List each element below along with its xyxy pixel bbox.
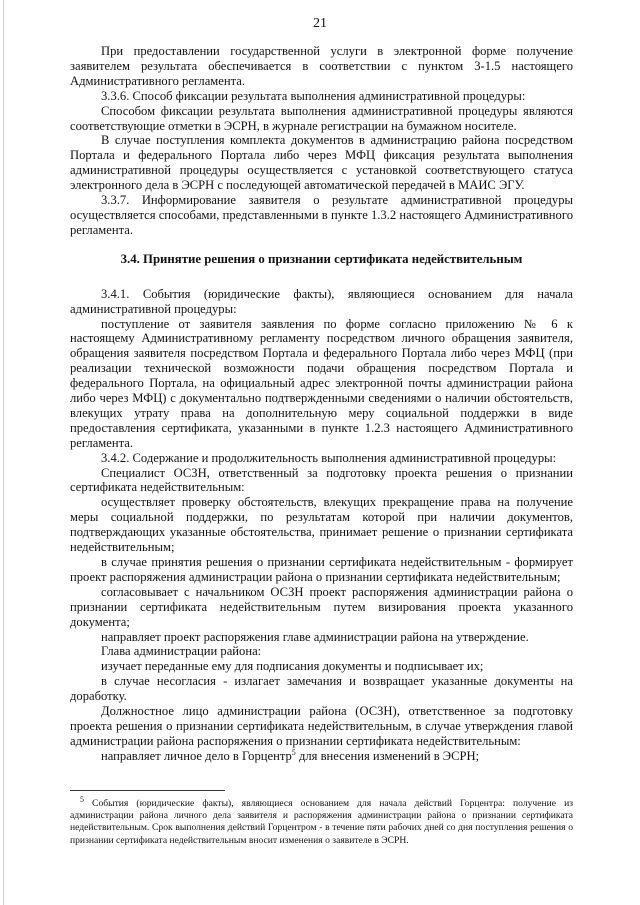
footnote: [70, 794, 573, 847]
scan-edge-line: [3, 0, 4, 905]
footnote-separator: [70, 790, 225, 791]
paragraph: 3.4.2. Содержание и продолжительность выполнения административной процедуры:: [101, 450, 557, 465]
footnote-reference: 5: [291, 747, 296, 757]
paragraph: Специалист ОСЗН, ответственный за подготовку проекта решения о признании сертификата недействительным:: [70, 465, 573, 495]
paragraph: изучает переданные ему для подписания документы и подписывает их;: [101, 659, 484, 674]
paragraph: Способом фиксации результата выполнения административной процедуры являются соответствующие отметки в ЭСРН, в журнале регистрации на бумажном носителе.: [70, 103, 573, 133]
text-span: для внесения изменений в ЭСРН;: [295, 748, 480, 763]
paragraph: 3.3.7. Информирование заявителя о результате административной процедуры осуществляется способами, представленными в пункте 1.3.2 настоящего Административного регламента.: [70, 193, 573, 237]
paragraph: В случае поступления комплекта документов в администрацию района посредством Портала и федерального Портала либо через МФЦ фиксация результата выполнения административной процедуры осуществляется с установкой соответствующего статуса электронного дела в ЭСРН с последующей автоматической передачей в МАИС ЭГУ.: [70, 133, 573, 193]
paragraph: направляет проект распоряжения главе администрации района на утверждение.: [101, 629, 529, 644]
paragraph: поступление от заявителя заявления по форме согласно приложению № 6 к настоящему Административному регламенту посредством личного обращения заявителя, обращения заявителя посредством Портала и федерального Портала либо через МФЦ (при реализации технической возможности подачи обращения посредством Портала и федерального Портала, на официальный адрес электронной почты администрации района либо через МФЦ) с документально подтвержденными сведениями о наличии обстоятельств, влекущих утрату права на дополнительную меру социальной поддержки в виде предоставления сертификата, указанными в пункте 1.2.3 настоящего Административного регламента.: [70, 316, 573, 450]
paragraph: Должностное лицо администрации района (ОСЗН), ответственное за подготовку проекта решения о признании сертификата недействительным, в случае утверждения главой администрации района распоряжения о признании сертификата недействительным:: [70, 704, 573, 748]
paragraph: осуществляет проверку обстоятельств, влекущих прекращение права на получение меры социальной поддержки, по результатам которой при наличии документов, подтверждающих указанные обстоятельства, принимает решение о признании сертификата недействительным;: [70, 495, 573, 555]
paragraph: Глава администрации района:: [101, 644, 262, 659]
paragraph: в случае принятия решения о признании сертификата недействительным - формирует проект распоряжения администрации района о признании сертификата недействительным;: [70, 555, 573, 584]
footnote-text: События (юридические факты), являющиеся основанием для начала действий Горцентра: получение из администрации района личного дела заявителя и распоряжения администрации района о признании сертификата недействительным. Срок выполнения действий Горцентром - в течение пяти рабочих дней со дня поступления решения о признании сертификата недействительным вносит изменения о заявителе в ЭСРН.: [70, 798, 573, 846]
paragraph-with-footnote-ref: [70, 749, 573, 764]
footnote-mark: 5: [80, 794, 84, 804]
paragraph: в случае несогласия - излагает замечания и возвращает указанные документы на доработку.: [70, 674, 573, 704]
paragraph: При предоставлении государственной услуги в электронной форме получение заявителем результата обеспечивается в соответствии с пунктом 3-1.5 настоящего Административного регламента.: [70, 44, 573, 88]
paragraph: 3.4.1. События (юридические факты), являющиеся основанием для начала административной процедуры:: [70, 286, 573, 316]
document-body: [70, 44, 573, 764]
text-span: направляет личное дело в Горцентр: [101, 748, 292, 763]
paragraph: 3.3.6. Способ фиксации результата выполнения административной процедуры:: [101, 88, 526, 103]
section-heading: 3.4. Принятие решения о признании сертификата недействительным: [120, 251, 523, 266]
page-number: 21: [313, 16, 327, 31]
paragraph: согласовывает с начальником ОСЗН проект распоряжения администрации района о признании сертификата недействительным путем визирования проекта указанного документа;: [70, 584, 573, 629]
